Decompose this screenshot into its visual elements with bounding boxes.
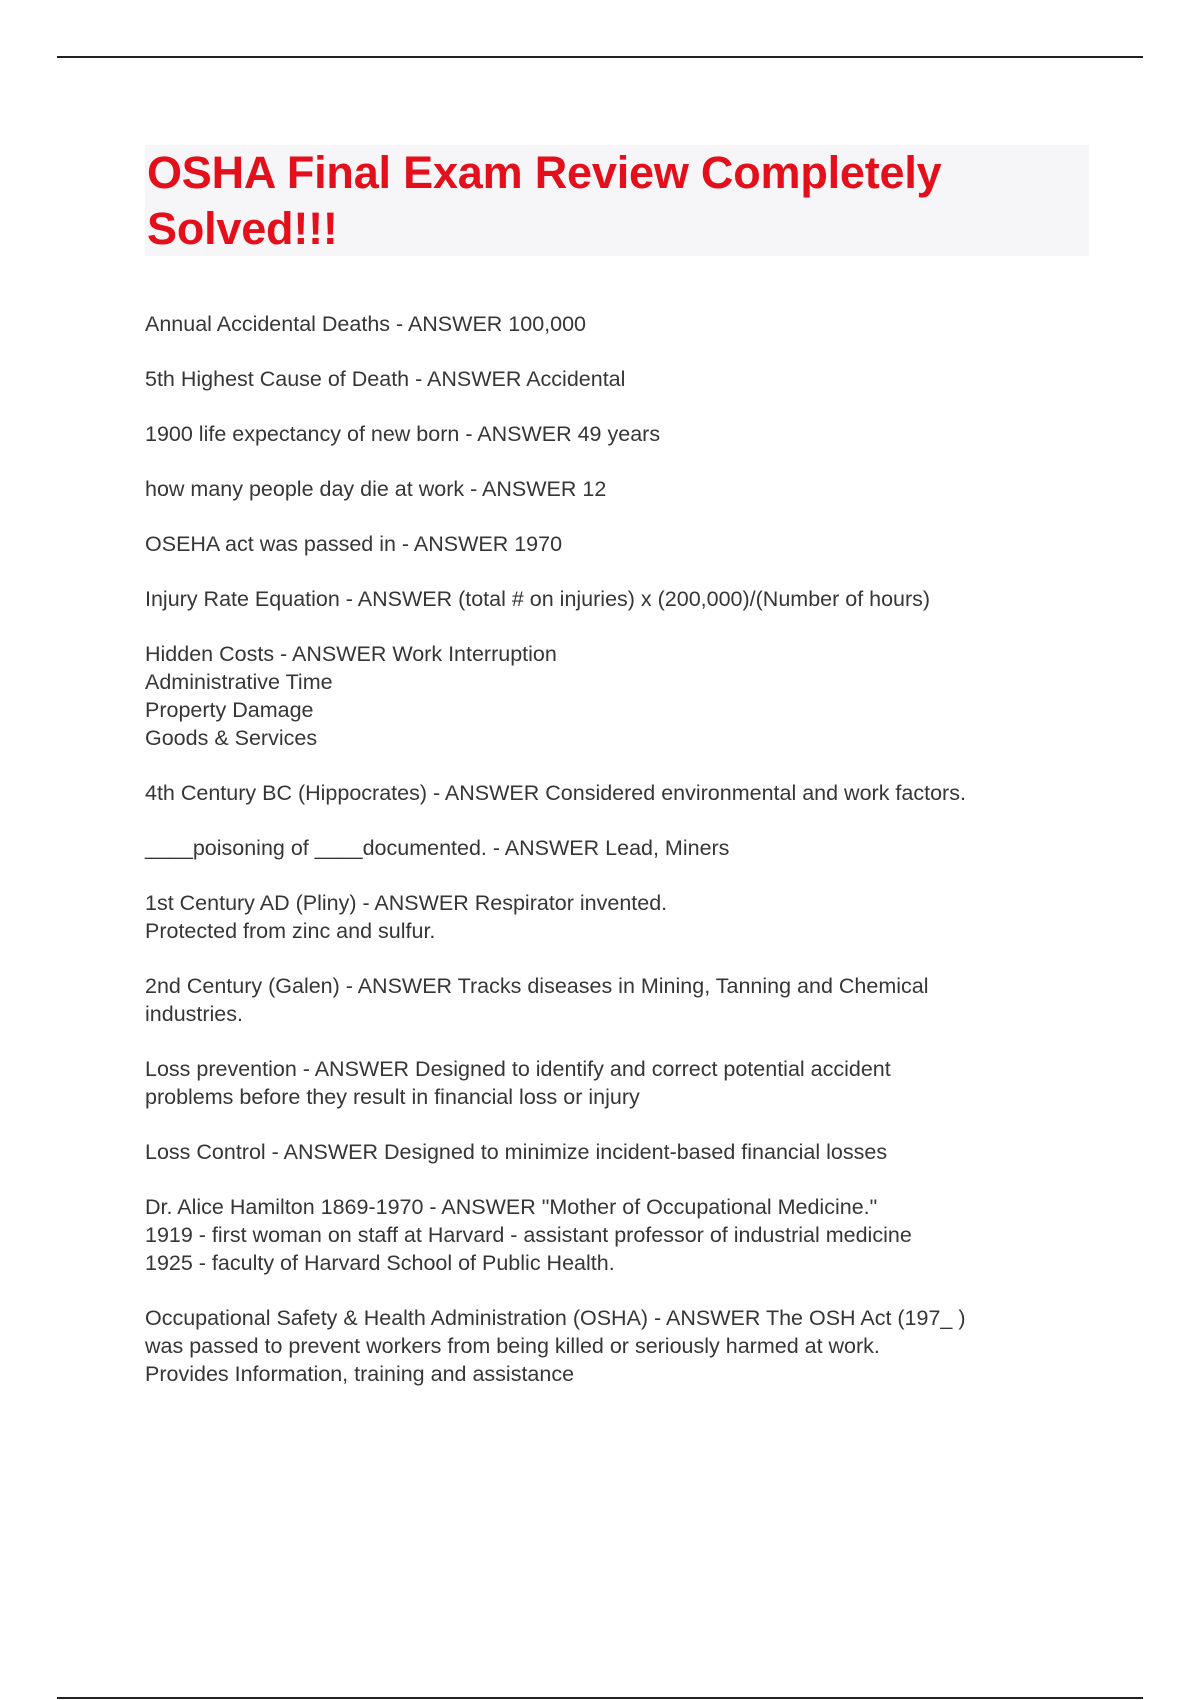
qa-line: Loss Control - ANSWER Designed to minimize incident-based financial losses xyxy=(145,1140,888,1164)
qa-line: Provides Information, training and assistance xyxy=(145,1362,575,1386)
qa-line: Annual Accidental Deaths - ANSWER 100,000 xyxy=(145,312,587,336)
document-title xyxy=(145,145,1089,257)
qa-entry-hippocrates xyxy=(145,779,1095,807)
qa-line: Administrative Time xyxy=(145,670,333,694)
qa-entry-loss-control xyxy=(145,1138,1095,1166)
qa-line: Injury Rate Equation - ANSWER (total # on injuries) x (200,000)/(Number of hours) xyxy=(145,587,931,611)
qa-line: Dr. Alice Hamilton 1869-1970 - ANSWER "Mother of Occupational Medicine." xyxy=(145,1195,878,1219)
qa-entry-people-die-at-work xyxy=(145,475,1095,503)
qa-line: ____poisoning of ____documented. - ANSWER Lead, Miners xyxy=(145,836,730,860)
page-bottom-rule xyxy=(57,1697,1143,1699)
qa-line: 1919 - first woman on staff at Harvard - assistant professor of industrial medicine xyxy=(145,1223,912,1247)
qa-line: Goods & Services xyxy=(145,726,318,750)
qa-entry-alice-hamilton xyxy=(145,1193,1095,1277)
qa-line: how many people day die at work - ANSWER 12 xyxy=(145,477,607,501)
qa-list xyxy=(145,310,1095,1388)
qa-line: Protected from zinc and sulfur. xyxy=(145,919,436,943)
qa-entry-galen xyxy=(145,972,1095,1028)
qa-line: OSEHA act was passed in - ANSWER 1970 xyxy=(145,532,563,556)
qa-entry-oseha-act xyxy=(145,530,1095,558)
qa-line: 5th Highest Cause of Death - ANSWER Accidental xyxy=(145,367,626,391)
qa-line: 1st Century AD (Pliny) - ANSWER Respirator invented. xyxy=(145,891,668,915)
page-top-rule xyxy=(57,56,1143,58)
qa-line: industries. xyxy=(145,1002,243,1026)
qa-line: problems before they result in financial loss or injury xyxy=(145,1085,640,1109)
title-line: OSHA Final Exam Review Completely xyxy=(147,147,942,198)
qa-entry-1900-life-expectancy xyxy=(145,420,1095,448)
qa-entry-loss-prevention xyxy=(145,1055,1095,1111)
qa-entry-poisoning xyxy=(145,834,1095,862)
qa-entry-5th-highest-cause xyxy=(145,365,1095,393)
qa-line: 1925 - faculty of Harvard School of Public Health. xyxy=(145,1251,615,1275)
title-line: Solved!!! xyxy=(147,203,338,254)
qa-line: 2nd Century (Galen) - ANSWER Tracks diseases in Mining, Tanning and Chemical xyxy=(145,974,929,998)
qa-entry-injury-rate-equation xyxy=(145,585,1095,613)
qa-entry-annual-accidental-deaths xyxy=(145,310,1095,338)
qa-line: Loss prevention - ANSWER Designed to identify and correct potential accident xyxy=(145,1057,891,1081)
qa-line: was passed to prevent workers from being killed or seriously harmed at work. xyxy=(145,1334,880,1358)
qa-line: Occupational Safety & Health Administration (OSHA) - ANSWER The OSH Act (197_ ) xyxy=(145,1306,966,1330)
qa-line: Property Damage xyxy=(145,698,314,722)
qa-line: 4th Century BC (Hippocrates) - ANSWER Considered environmental and work factors. xyxy=(145,781,966,805)
qa-entry-pliny xyxy=(145,889,1095,945)
title-banner xyxy=(145,145,1089,256)
qa-line: Hidden Costs - ANSWER Work Interruption xyxy=(145,642,557,666)
qa-line: 1900 life expectancy of new born - ANSWER 49 years xyxy=(145,422,661,446)
qa-entry-hidden-costs xyxy=(145,640,1095,752)
qa-entry-osha xyxy=(145,1304,1095,1388)
